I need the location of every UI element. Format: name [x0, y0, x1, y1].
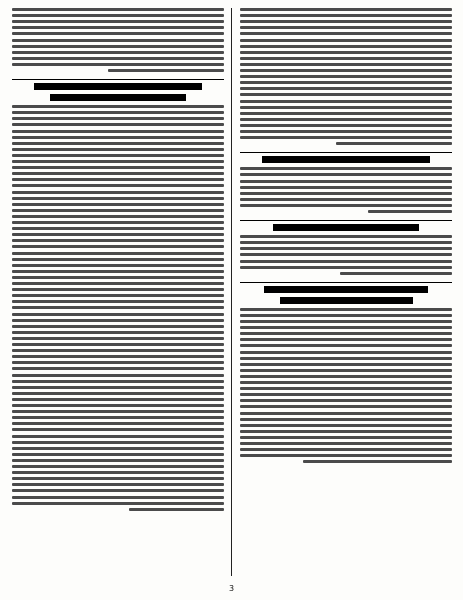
text-line — [240, 69, 452, 72]
text-line — [240, 253, 452, 256]
text-line — [12, 130, 224, 133]
text-line — [12, 123, 224, 126]
text-line — [240, 198, 452, 201]
text-line — [12, 227, 224, 230]
text-line — [108, 69, 224, 72]
text-line — [240, 14, 452, 17]
text-line — [12, 57, 224, 60]
text-line — [240, 81, 452, 84]
text-line — [12, 32, 224, 35]
text-line — [12, 355, 224, 358]
section-heading — [262, 156, 431, 163]
section-rule — [240, 152, 452, 153]
section-rule — [240, 282, 452, 283]
section-heading — [264, 286, 429, 293]
text-line — [12, 221, 224, 224]
text-line — [240, 418, 452, 421]
text-line — [240, 118, 452, 121]
text-line — [240, 87, 452, 90]
text-line — [12, 160, 224, 163]
text-line — [12, 178, 224, 181]
text-line — [240, 320, 452, 323]
text-line — [12, 349, 224, 352]
text-line — [12, 26, 224, 29]
text-line — [12, 20, 224, 23]
text-line — [12, 398, 224, 401]
text-line — [12, 392, 224, 395]
text-line — [12, 45, 224, 48]
text-line — [12, 428, 224, 431]
text-line — [240, 344, 452, 347]
text-line — [12, 471, 224, 474]
text-line — [12, 294, 224, 297]
text-line — [240, 454, 452, 457]
text-line — [240, 399, 452, 402]
text-line — [12, 184, 224, 187]
text-line — [240, 51, 452, 54]
text-line — [240, 393, 452, 396]
text-line — [12, 63, 224, 66]
text-line — [12, 270, 224, 273]
text-line — [240, 192, 452, 195]
text-line — [240, 448, 452, 451]
text-line — [240, 381, 452, 384]
text-line — [12, 282, 224, 285]
text-line — [12, 172, 224, 175]
text-line — [12, 416, 224, 419]
text-line — [12, 191, 224, 194]
text-line — [240, 100, 452, 103]
text-line — [12, 239, 224, 242]
column-divider — [231, 8, 232, 576]
text-line — [12, 209, 224, 212]
text-line — [240, 106, 452, 109]
text-line — [12, 483, 224, 486]
text-line — [240, 412, 452, 415]
text-line — [12, 142, 224, 145]
text-line — [240, 405, 452, 408]
text-line — [12, 203, 224, 206]
text-line — [240, 369, 452, 372]
text-line — [12, 337, 224, 340]
text-line — [12, 136, 224, 139]
text-line — [12, 489, 224, 492]
text-line — [12, 117, 224, 120]
text-line — [240, 57, 452, 60]
text-line — [12, 245, 224, 248]
page-number: 3 — [228, 584, 235, 593]
text-line — [240, 247, 452, 250]
text-line — [240, 32, 452, 35]
text-line — [12, 447, 224, 450]
text-line — [240, 430, 452, 433]
text-line — [12, 288, 224, 291]
text-line — [12, 441, 224, 444]
text-line — [12, 258, 224, 261]
text-line — [240, 26, 452, 29]
text-line — [240, 436, 452, 439]
text-line — [12, 166, 224, 169]
text-line — [240, 314, 452, 317]
text-line — [240, 167, 452, 170]
text-line — [240, 326, 452, 329]
text-line — [12, 386, 224, 389]
section-rule — [240, 220, 452, 221]
text-line — [240, 308, 452, 311]
section-heading — [273, 224, 418, 231]
text-line — [12, 51, 224, 54]
text-line — [12, 477, 224, 480]
text-line — [12, 361, 224, 364]
text-line — [12, 111, 224, 114]
text-line — [240, 186, 452, 189]
text-line — [368, 210, 452, 213]
section-heading — [34, 83, 203, 90]
text-line — [240, 235, 452, 238]
text-line — [240, 260, 452, 263]
text-line — [12, 319, 224, 322]
text-line — [12, 215, 224, 218]
text-line — [12, 148, 224, 151]
section-heading — [50, 94, 186, 101]
section-heading — [280, 297, 413, 304]
text-line — [240, 424, 452, 427]
text-line — [240, 63, 452, 66]
text-line — [12, 300, 224, 303]
text-line — [240, 112, 452, 115]
text-line — [12, 252, 224, 255]
text-line — [240, 387, 452, 390]
text-line — [12, 233, 224, 236]
text-line — [12, 39, 224, 42]
text-line — [240, 204, 452, 207]
text-line — [240, 93, 452, 96]
text-line — [240, 363, 452, 366]
text-line — [240, 180, 452, 183]
text-line — [340, 272, 452, 275]
text-line — [12, 374, 224, 377]
text-line — [12, 264, 224, 267]
text-line — [12, 14, 224, 17]
text-line — [240, 75, 452, 78]
text-line — [240, 136, 452, 139]
text-line — [240, 130, 452, 133]
text-line — [336, 142, 452, 145]
text-line — [240, 39, 452, 42]
text-line — [12, 105, 224, 108]
text-line — [240, 375, 452, 378]
text-line — [12, 313, 224, 316]
text-line — [240, 338, 452, 341]
text-line — [12, 502, 224, 505]
text-line — [12, 496, 224, 499]
text-line — [12, 276, 224, 279]
text-line — [240, 8, 452, 11]
text-line — [12, 422, 224, 425]
text-line — [12, 197, 224, 200]
text-line — [12, 325, 224, 328]
text-line — [12, 380, 224, 383]
text-line — [303, 460, 452, 463]
text-line — [12, 465, 224, 468]
text-line — [240, 266, 452, 269]
text-line — [240, 351, 452, 354]
text-line — [240, 357, 452, 360]
text-line — [240, 442, 452, 445]
text-line — [12, 435, 224, 438]
text-line — [240, 173, 452, 176]
text-line — [240, 20, 452, 23]
text-line — [12, 306, 224, 309]
text-line — [12, 154, 224, 157]
text-line — [12, 331, 224, 334]
text-line — [12, 367, 224, 370]
text-line — [12, 8, 224, 11]
text-line — [12, 459, 224, 462]
text-line — [129, 508, 224, 511]
text-line — [240, 241, 452, 244]
text-line — [240, 124, 452, 127]
text-line — [12, 453, 224, 456]
text-line — [12, 404, 224, 407]
text-line — [12, 410, 224, 413]
text-line — [12, 343, 224, 346]
text-line — [240, 45, 452, 48]
section-rule — [12, 79, 224, 80]
text-line — [240, 332, 452, 335]
